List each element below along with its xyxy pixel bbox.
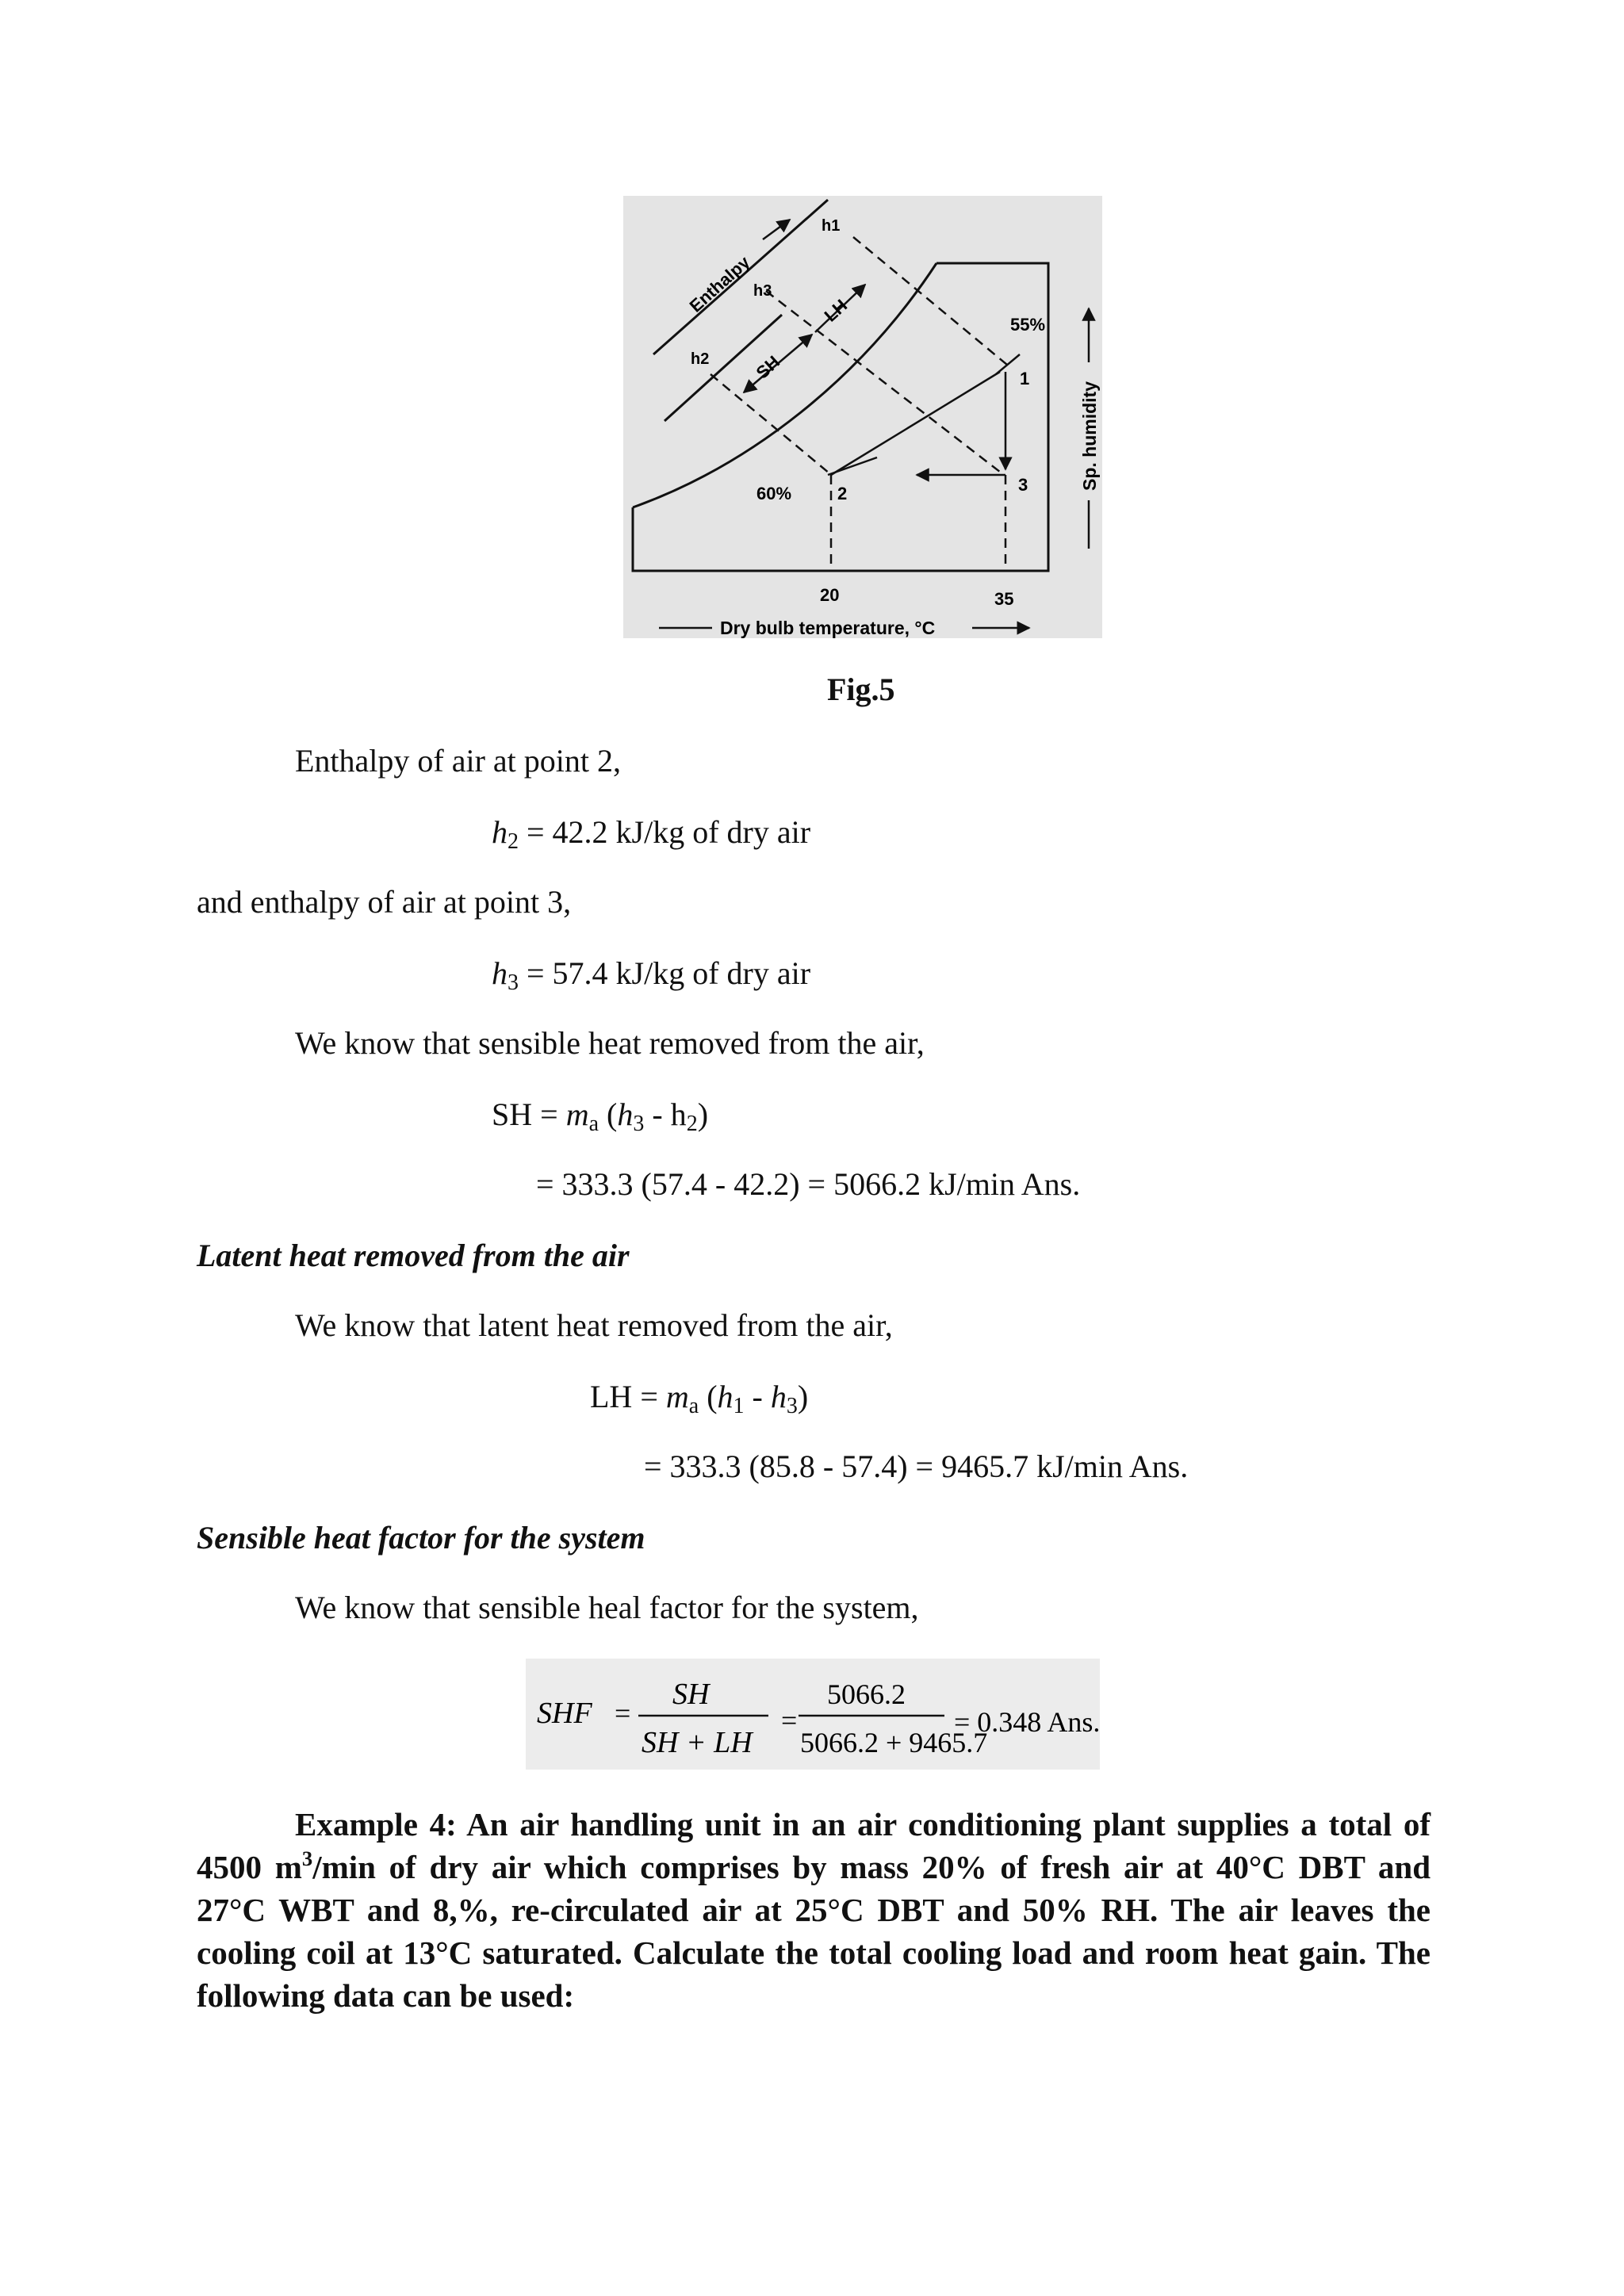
lh-paren: ( bbox=[699, 1379, 718, 1414]
figure-caption: Fig.5 bbox=[827, 672, 895, 707]
label-sh: SH bbox=[752, 351, 784, 383]
label-h3: h3 bbox=[753, 282, 772, 300]
equation-lh-result: = 333.3 (85.8 - 57.4) = 9465.7 kJ/min Ans. bbox=[644, 1448, 1189, 1484]
x-axis-label: Dry bulb temperature, °C bbox=[720, 618, 936, 638]
example-4-line-2a: 4500 m bbox=[197, 1849, 302, 1885]
example-4-superscript: 3 bbox=[301, 1846, 313, 1871]
text-sensible-heat-intro: We know that sensible heat removed from the air, bbox=[295, 1025, 925, 1061]
shf-den1: SH + LH bbox=[642, 1726, 753, 1759]
h3-dashed bbox=[766, 291, 1004, 475]
h2-value: = 42.2 kJ/kg of dry air bbox=[519, 814, 811, 850]
shf-num1: SH bbox=[672, 1678, 710, 1711]
label-h1: h1 bbox=[822, 217, 841, 235]
lh-m-sub: a bbox=[688, 1394, 699, 1418]
label-point-2: 2 bbox=[837, 484, 848, 503]
lh-h1-sub: 1 bbox=[733, 1394, 745, 1418]
h2-dashed bbox=[710, 374, 829, 473]
shf-lhs: SHF bbox=[537, 1697, 592, 1730]
sh-minus-h: - h bbox=[644, 1096, 687, 1132]
lh-close: ) bbox=[797, 1379, 809, 1414]
shf-eq2: = bbox=[781, 1705, 798, 1736]
label-60-percent: 60% bbox=[756, 484, 792, 503]
sh-m: m bbox=[565, 1096, 589, 1132]
h2-subscript: 2 bbox=[508, 829, 519, 854]
example-4-line-2 bbox=[197, 1846, 1431, 1888]
psychrometric-chart-figure bbox=[623, 196, 1102, 638]
equation-lh bbox=[590, 1378, 808, 1416]
example-4-line-2b: /min of dry air which comprises by mass 20% of fresh air at 40°C DBT and bbox=[312, 1849, 1431, 1885]
sh-m-sub: a bbox=[588, 1112, 599, 1136]
label-enthalpy: Enthalpy bbox=[685, 251, 754, 316]
shf-formula bbox=[526, 1659, 1100, 1770]
rh-60-stub bbox=[828, 457, 877, 475]
h1-dashed bbox=[853, 237, 1012, 369]
label-h2: h2 bbox=[691, 350, 710, 368]
shf-eq1: = bbox=[615, 1697, 631, 1729]
sh-h2-sub: 2 bbox=[686, 1112, 698, 1136]
tick-20: 20 bbox=[820, 585, 840, 605]
heading-sensible-heat-factor: Sensible heat factor for the system bbox=[197, 1520, 645, 1556]
sh-paren: ( bbox=[599, 1096, 618, 1132]
text-shf-intro: We know that sensible heal factor for the system, bbox=[295, 1590, 919, 1625]
psychrometric-chart-svg bbox=[623, 196, 1102, 638]
equation-h2 bbox=[492, 813, 811, 854]
example-4-line-5: following data can be used: bbox=[197, 1977, 575, 2014]
lh-m: m bbox=[665, 1379, 689, 1414]
text-latent-heat-intro: We know that latent heat removed from the air, bbox=[295, 1307, 893, 1343]
label-lh: LH bbox=[820, 295, 852, 326]
label-point-1: 1 bbox=[1020, 369, 1030, 388]
shf-result: = 0.348 Ans. bbox=[954, 1706, 1100, 1738]
equation-h3 bbox=[492, 955, 810, 993]
equation-sh-result: = 333.3 (57.4 - 42.2) = 5066.2 kJ/min Ans. bbox=[536, 1166, 1081, 1202]
label-point-3: 3 bbox=[1018, 475, 1028, 495]
sh-h3-sub: 3 bbox=[633, 1112, 645, 1136]
lh-h3-sub: 3 bbox=[786, 1394, 798, 1418]
rh-55-stub bbox=[996, 354, 1020, 374]
h2-symbol: h bbox=[492, 814, 508, 850]
h3-symbol: h bbox=[492, 955, 508, 991]
h3-subscript: 3 bbox=[508, 970, 519, 995]
lh-h1: h bbox=[717, 1379, 733, 1414]
sh-lhs: SH = bbox=[492, 1096, 566, 1132]
lh-h3: h bbox=[770, 1379, 787, 1414]
shf-formula-svg bbox=[526, 1659, 1100, 1770]
saturation-curve bbox=[633, 263, 936, 507]
sh-close: ) bbox=[697, 1096, 709, 1132]
h3-value: = 57.4 kJ/kg of dry air bbox=[519, 955, 811, 991]
text-enthalpy-point-2: Enthalpy of air at point 2, bbox=[295, 743, 622, 779]
shf-den2: 5066.2 + 9465.7 bbox=[800, 1727, 988, 1758]
equation-sh bbox=[492, 1096, 708, 1134]
y-axis-label: Sp. humidity bbox=[1079, 381, 1100, 491]
example-4-line-1: Example 4: An air handling unit in an air conditioning plant supplies a total of bbox=[295, 1806, 1431, 1843]
heading-latent-heat: Latent heat removed from the air bbox=[197, 1238, 630, 1273]
example-4-line-3: 27°C WBT and 8,%, re-circulated air at 25°C DBT and 50% RH. The air leaves the bbox=[197, 1892, 1431, 1928]
shf-num2: 5066.2 bbox=[827, 1678, 906, 1710]
text-enthalpy-point-3: and enthalpy of air at point 3, bbox=[197, 884, 572, 920]
lh-minus: - bbox=[744, 1379, 771, 1414]
lh-lhs: LH = bbox=[590, 1379, 666, 1414]
label-55-percent: 55% bbox=[1010, 315, 1046, 335]
tick-35: 35 bbox=[994, 589, 1014, 609]
example-4-line-4: cooling coil at 13°C saturated. Calculate the total cooling load and room heat gain. The bbox=[197, 1934, 1431, 1971]
sh-h3: h bbox=[617, 1096, 634, 1132]
process-1-2 bbox=[831, 372, 1000, 475]
